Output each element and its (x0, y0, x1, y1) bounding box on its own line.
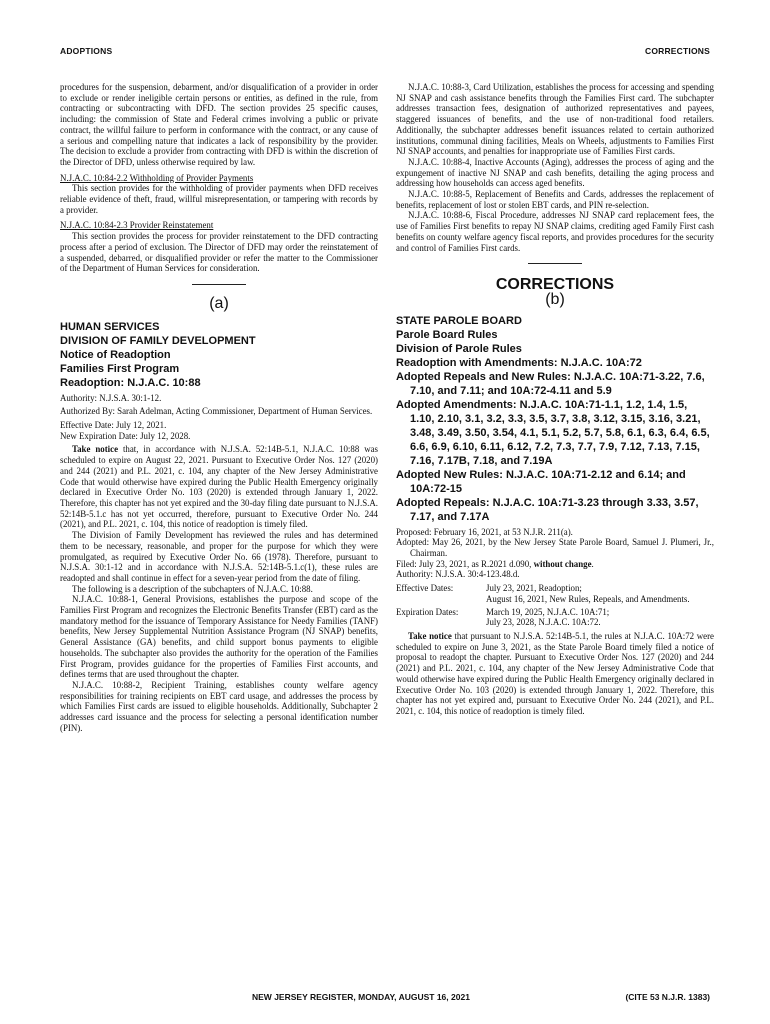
dates-block (396, 583, 714, 628)
take-notice-lead: Take notice (72, 444, 119, 455)
section-body: This section provides for the withholding of provider payments when DFD receives reliable evidence of theft, fraud, willful misrepresentation, or tampering with records by a provider. (60, 183, 378, 215)
rules-heading: Parole Board Rules (396, 328, 498, 341)
body-text: that, in accordance with N.J.S.A. 52:14B-5.1, N.J.A.C. 10:88 was scheduled to expire on August 22, 2021. Pursuant to Executive Order Nos. 127 (2020) and 244 (2021) and P.L. 2021, c. 104, any chapter of the New Jersey Administrative Code that would otherwise have expired during the Public Health Emergency originally declared in Executive Order No. 103 (2020) is extended through January 1, 2022. Therefore, this chapter has not yet expired and the 30-day filing date pursuant to N.J.S.A. 52:14B-5.1.c has not yet occurred, therefore, pursuant to Executive Order No. 244 (2021), and P.L. 2021, c. 104, this notice of readoption is timely filed. (60, 444, 378, 530)
caption-b: (b) (545, 290, 565, 308)
agency-heading: STATE PAROLE BOARD (396, 314, 522, 327)
body-paragraph: N.J.A.C. 10:88-4, Inactive Accounts (Aging), addresses the process of aging and the expungement of inactive NJ SNAP and cash benefits, detailing the aging process and addressing how households can access aged benefits. (396, 156, 714, 189)
expiration-date: New Expiration Date: July 12, 2028. (60, 430, 191, 441)
adopted-heading: Adopted Amendments: N.J.A.C. 10A:71-1.1, 1.2, 1.4, 1.5, 1.10, 2.10, 3.1, 3.2, 3.3, 3.5, 3.7, 3.8, 3.12, 3.15, 3.16, 3.21, 3.48, 3.49, 3.50, 3.54, 4.1, 5.1, 5.2, 5.7, 5.8, 6.1, 6.3, 6.4, 6.5, 6.6, 6.9, 6.10, 6.11, 6.12, 7.2, 7.3, 7.7, 7.9, 7.12, 7.13, 7.15, 7.16, 7.17B, 7.18, and 7.19A (396, 398, 710, 467)
expiration-date-1: March 19, 2025, N.J.A.C. 10A:71; (486, 606, 610, 617)
readoption-heading: Readoption with Amendments: N.J.A.C. 10A:72 (396, 356, 642, 369)
running-header-right: CORRECTIONS (644, 46, 710, 56)
expiration-date-2: July 23, 2028, N.J.A.C. 10A:72. (486, 617, 601, 628)
adopted-heading: Adopted Repeals: N.J.A.C. 10A:71-3.23 through 3.33, 3.57, 7.17, and 7.17A (396, 496, 699, 523)
filed-end: . (591, 558, 594, 569)
program-heading: Families First Program (60, 362, 180, 375)
adopted-line: Adopted: May 26, 2021, by the New Jersey State Parole Board, Samuel J. Plumeri, Jr., Chairman. (396, 537, 714, 559)
adopted-heading: Adopted New Rules: N.J.A.C. 10A:71-2.12 and 6.14; and 10A:72-15 (396, 468, 686, 495)
body-paragraph: N.J.A.C. 10:88-2, Recipient Training, establishes county welfare agency responsibilities for training recipients on EBT card usage, and addresses the process by which Families First cards are issued to eligible households. Additionally, Subchapter 2 addresses card issuance and the process for selecting a personal identification number (PIN). (60, 679, 378, 733)
effective-date-1: July 23, 2021, Readoption; (486, 583, 582, 594)
body-paragraph (60, 444, 378, 530)
left-column (60, 82, 378, 733)
body-paragraph: N.J.A.C. 10:88-1, General Provisions, establishes the purpose and scope of the Families First Program and recognizes the Electronic Benefits Transfer (EBT) card as the mandatory method for the issuance of Temporary Assistance for Needy Families (TANF) benefits, New Jersey Supplemental Nutrition Assistance Program (NJ SNAP) benefits, General Assistance (GA) benefits, and child support bonus payments to eligible households. The subchapter also provides the authority for the operation of the Families First Program, provides guidance for the properties of Families First accounts, and defines terms that are used throughout the chapter. (60, 594, 378, 680)
authority-line: Authority: N.J.S.A. 30:1-12. (60, 392, 162, 403)
right-column (396, 82, 714, 717)
authority-line: Authority: N.J.S.A. 30:4-123.48.d. (396, 569, 520, 580)
readoption-heading: Readoption: N.J.A.C. 10:88 (60, 376, 201, 389)
notice-heading: Notice of Readoption (60, 348, 171, 361)
footer-cite: (CITE 53 N.J.R. 1383) (625, 992, 710, 1002)
body-paragraph: The Division of Family Development has reviewed the rules and has determined them to be necessary, reasonable, and proper for the purpose for which they were promulgated, as required by Executive Order No. 66 (1978). Therefore, pursuant to N.J.S.A. 30:1-12 and in accordance with N.J.S.A. 52:14B-5.1.c(1), these rules are readopted and shall continue in effect for a seven-year period from the date of filing. (60, 530, 378, 583)
divider-rule (528, 263, 582, 264)
rules-heading: Division of Parole Rules (396, 342, 522, 355)
section-title: CORRECTIONS (495, 276, 615, 294)
effective-dates-label: Effective Dates: (396, 583, 454, 594)
division-heading: DIVISION OF FAMILY DEVELOPMENT (60, 334, 256, 347)
agency-heading: HUMAN SERVICES (60, 320, 160, 333)
effective-dates-value (486, 583, 714, 604)
footer-register: NEW JERSEY REGISTER, MONDAY, AUGUST 16, 2021 (252, 992, 470, 1002)
body-paragraph: The following is a description of the subchapters of N.J.A.C. 10:88. (72, 583, 313, 594)
proposed-line: Proposed: February 16, 2021, at 53 N.J.R. 211(a). (396, 526, 573, 537)
section-heading: N.J.A.C. 10:84-2.3 Provider Reinstatement (60, 220, 214, 231)
section-heading: N.J.A.C. 10:84-2.2 Withholding of Provider Payments (60, 172, 254, 183)
body-paragraph: N.J.A.C. 10:88-3, Card Utilization, establishes the process for accessing and spending NJ SNAP and cash assistance benefits through the Families First card. The subchapter addresses transaction fees, designation of authorized representatives and payees, staggered issuances of benefits, and the use of non-traditional food retailers. Additionally, the subchapter addresses benefit issuances related to certain authorized institutions, communal dining facilities, Meals on Wheels, adjustments to Families First NJ SNAP accounts, and penalties for inappropriate use of Families First cards. (396, 82, 714, 157)
filed-emphasis: without change (533, 558, 592, 569)
effective-date: Effective Date: July 12, 2021. (60, 420, 167, 431)
intro-paragraph: procedures for the suspension, debarment, and/or disqualification of a provider in order to exclude or render ineligible certain persons or entities, as defined in the rule, from contracting or subcontracting with DFD. The section provides 25 specific causes, including: the commission of State and Federal crimes involving a public or private contract, the willful failure to perform in conformance with the contract, or any cause of a serious and compelling nature that indicates a lack of responsibility by the provider. The decision to exclude a provider from contracting with DFD is within the discretion of the Director of DFD, unless otherwise required by law. (60, 82, 378, 167)
body-paragraph: N.J.A.C. 10:88-6, Fiscal Procedure, addresses NJ SNAP card replacement fees, the use of Families First benefits to repay NJ SNAP claims, crediting aged Family First cash benefits on county welfare agency fiscal reports, and provides procedures for the security and control of Families First cards. (396, 210, 714, 253)
running-header-left: ADOPTIONS (60, 46, 113, 56)
adopted-heading: Adopted Repeals and New Rules: N.J.A.C. 10A:71-3.22, 7.6, 7.10, and 7.11; and 10A:72-4.11 and 5.9 (396, 370, 705, 397)
caption-a: (a) (209, 294, 229, 312)
body-paragraph: N.J.A.C. 10:88-5, Replacement of Benefits and Cards, addresses the replacement of benefits, replacement of lost or stolen EBT cards, and PIN re-selection. (396, 189, 714, 210)
section-body: This section provides the process for provider reinstatement to the DFD contracting process after a period of exclusion. The Director of DFD may order the reinstatement of a suspended, debarred, or disqualified provider or refer the matter to the Commissioner of the Department of Human Services for consideration. (60, 231, 378, 274)
body-text: that pursuant to N.J.S.A. 52:14B-5.1, the rules at N.J.A.C. 10A:72 were scheduled to expire on June 3, 2021, as the State Parole Board timely filed a notice of proposal to readopt the chapter. Pursuant to Executive Order Nos. 127 (2020) and 244 (2021) and P.L. 2021, c. 104, any chapter of the New Jersey Administrative Code that would otherwise have expired during the Public Health Emergency originally declared in Executive Order No. 103 (2020) is extended through January 1, 2022. Therefore, this chapter has not yet expired and, pursuant to Executive Order No. 244 (2021), and P.L. 2021, c. 104, this notice of readoption is timely filed. (396, 630, 714, 716)
divider-rule (192, 284, 246, 285)
filed-text: Filed: July 23, 2021, as R.2021 d.090, (396, 558, 534, 569)
filed-line (396, 559, 714, 570)
expiration-dates-label: Expiration Dates: (396, 606, 459, 617)
effective-date-2: August 16, 2021, New Rules, Repeals, and Amendments. (486, 593, 690, 604)
authorized-by: Authorized By: Sarah Adelman, Acting Commissioner, Department of Human Services. (60, 406, 373, 417)
expiration-dates-value (486, 607, 714, 628)
body-paragraph (396, 631, 714, 717)
take-notice-lead: Take notice (408, 630, 452, 641)
